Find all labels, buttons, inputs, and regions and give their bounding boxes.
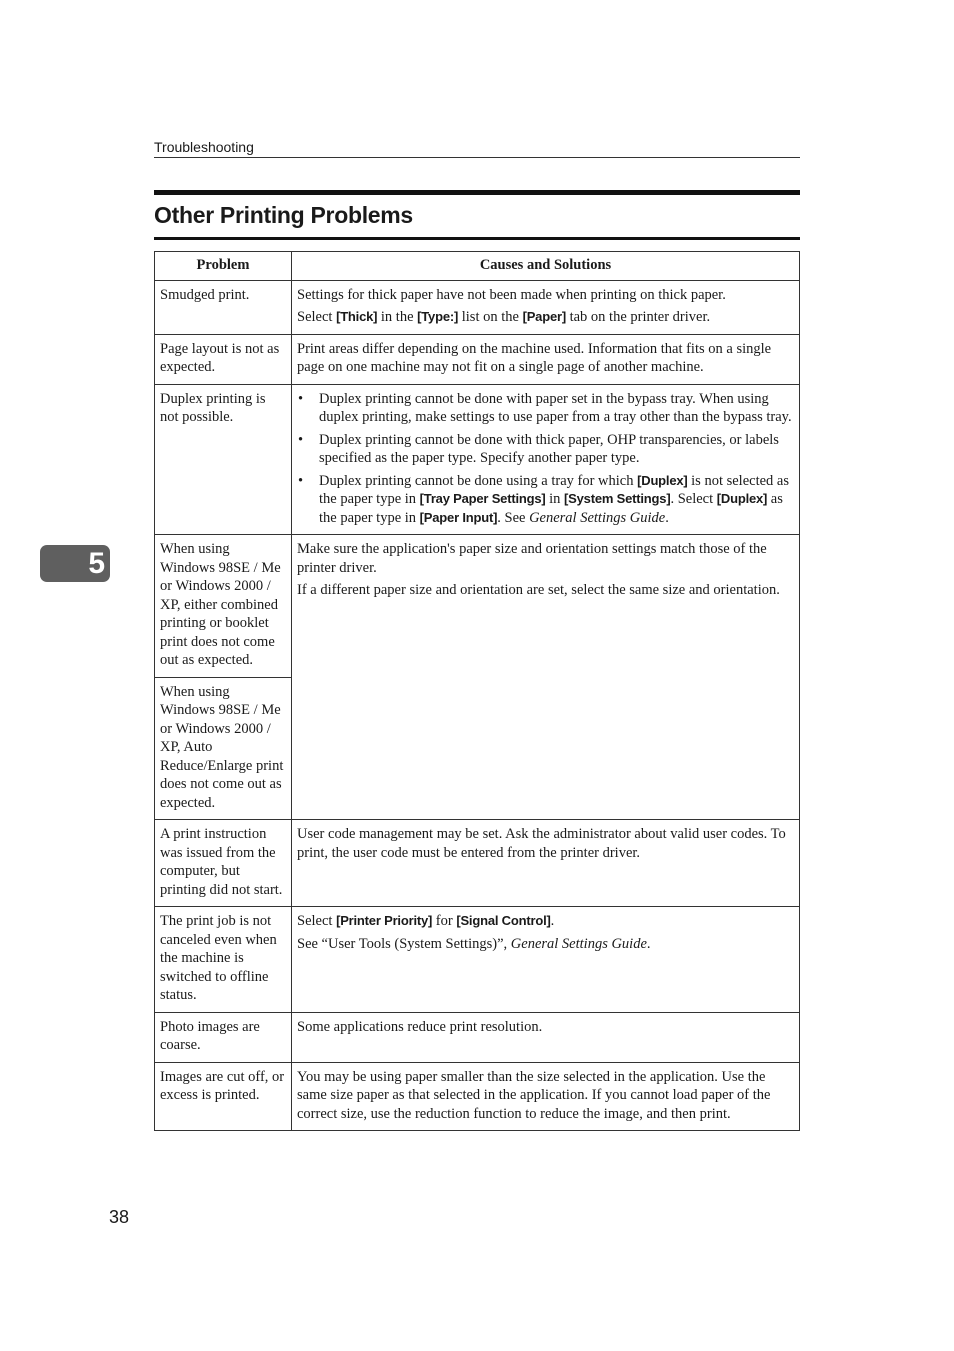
solution-cell	[292, 1012, 800, 1062]
ui-label-type: [Type:]	[417, 309, 459, 324]
column-header-solutions: Causes and Solutions	[292, 252, 800, 281]
section-title: Other Printing Problems	[154, 202, 413, 228]
title-rule-top	[154, 190, 800, 195]
solution-text: User code management may be set. Ask the administrator about valid user codes. To print, the user code must be entered from the printer driver.	[297, 826, 786, 861]
list-item: • Duplex printing cannot be done with paper set in the bypass tray. When using duplex printing, make settings to use paper from a tray other than the bypass tray.	[298, 390, 792, 425]
solution-text: Make sure the application's paper size and orientation settings match those of the printer driver.	[297, 541, 767, 576]
ui-label-tray-paper-settings: [Tray Paper Settings]	[419, 491, 546, 506]
solution-text: Select [Thick] in the [Type:] list on the [Paper] tab on the printer driver.	[297, 309, 711, 325]
guide-reference: General Settings Guide	[529, 509, 666, 526]
ui-label-duplex: [Duplex]	[637, 472, 688, 488]
column-header-problem: Problem	[155, 252, 292, 281]
solution-text: You may be using paper smaller than the size selected in the application. Use the same size paper as that selected in the application. If you cannot load paper of the correct size, use the reduction function to reduce the image, and then print.	[297, 1068, 771, 1122]
solution-cell	[292, 820, 800, 907]
table-row	[155, 280, 800, 334]
solution-text: Print areas differ depending on the machine used. Information that fits on a single page on one machine may not fit on a single page of another machine.	[297, 340, 772, 375]
title-rule-bottom	[154, 237, 800, 240]
ui-label-duplex: [Duplex]	[716, 491, 768, 506]
guide-reference: General Settings Guide	[510, 935, 647, 952]
table-row	[155, 820, 800, 907]
solution-text: If a different paper size and orientation are set, select the same size and orientation.	[297, 582, 780, 598]
problem-cell: When using Windows 98SE / Me or Windows 2000 / XP, either combined printing or booklet print does not come out as expected.	[155, 535, 292, 678]
ui-label-thick: [Thick]	[336, 309, 378, 324]
chapter-tab	[40, 545, 110, 582]
solution-cell	[292, 535, 800, 820]
table-header-row	[155, 252, 800, 281]
ui-label-printer-priority: [Printer Priority]	[336, 913, 433, 928]
problem-cell: A print instruction was issued from the computer, but printing did not start.	[155, 820, 292, 907]
bullet-list	[297, 390, 794, 528]
chapter-number: 5	[88, 546, 105, 580]
ui-label-paper: [Paper]	[522, 309, 566, 324]
solution-text: Settings for thick paper have not been made when printing on thick paper.	[297, 286, 726, 303]
problem-cell: Photo images are coarse.	[155, 1012, 292, 1062]
bullet-icon: •	[298, 472, 304, 489]
list-item: • Duplex printing cannot be done with thick paper, OHP transparencies, or labels specified as the paper type. Specify another paper type.	[298, 431, 779, 466]
solution-cell	[292, 334, 800, 384]
running-head: Troubleshooting	[154, 139, 800, 158]
ui-label-signal-control: [Signal Control]	[456, 913, 551, 928]
problem-cell: Images are cut off, or excess is printed.	[155, 1062, 292, 1131]
table-row	[155, 535, 800, 678]
solution-text: Some applications reduce print resolution.	[297, 1018, 543, 1035]
table-row	[155, 384, 800, 535]
table-row	[155, 1012, 800, 1062]
solution-cell	[292, 280, 800, 334]
problem-cell: When using Windows 98SE / Me or Windows 2000 / XP, Auto Reduce/Enlarge print does not come out as expected.	[155, 677, 292, 820]
bullet-icon: •	[298, 390, 304, 407]
page-number: 38	[109, 1207, 130, 1227]
problem-cell: The print job is not canceled even when the machine is switched to offline status.	[155, 907, 292, 1013]
problem-cell: Page layout is not as expected.	[155, 334, 292, 384]
table-row	[155, 334, 800, 384]
solution-text: Select [Printer Priority] for [Signal Control].	[297, 913, 555, 929]
problem-cell: Smudged print.	[155, 280, 292, 334]
solution-cell	[292, 1062, 800, 1131]
ui-label-paper-input: [Paper Input]	[419, 509, 498, 525]
table-row	[155, 1062, 800, 1131]
list-item: • Duplex printing cannot be done using a tray for which [Duplex] is not selected as the paper type in [Tray Paper Settings] in [System Settings]. Select [Duplex] as the paper type in [Paper Input]. See General Settings Guide.	[298, 472, 790, 526]
bullet-icon: •	[298, 431, 304, 448]
solution-cell	[292, 384, 800, 535]
table-row	[155, 907, 800, 1013]
solution-text: See “User Tools (System Settings)”, General Settings Guide.	[297, 935, 651, 952]
solution-cell	[292, 907, 800, 1013]
printing-problems-table	[154, 251, 800, 1131]
problem-cell: Duplex printing is not possible.	[155, 384, 292, 535]
ui-label-system-settings: [System Settings]	[564, 491, 671, 506]
